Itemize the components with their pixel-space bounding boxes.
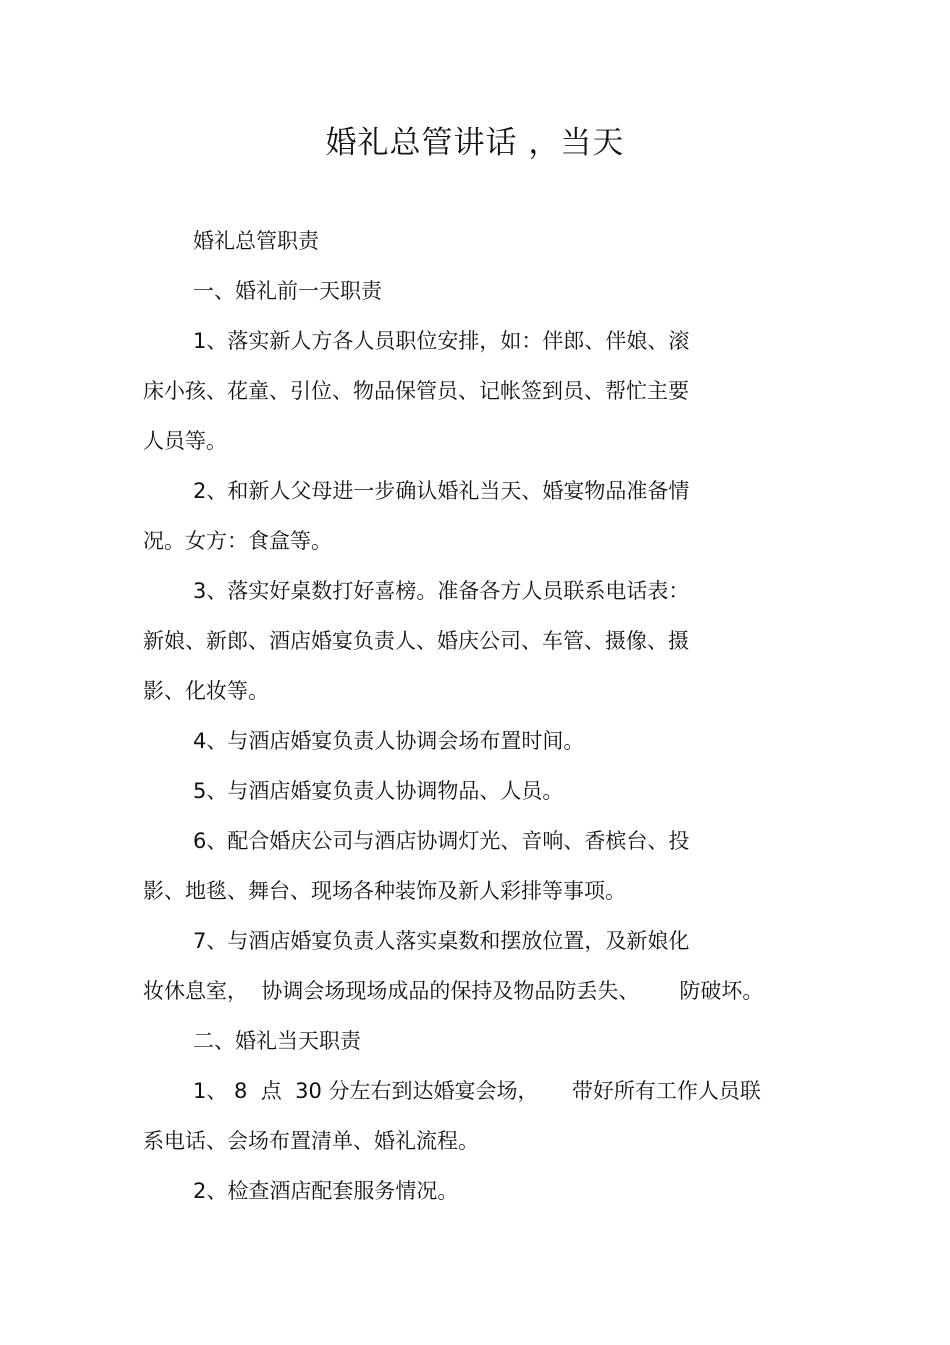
paragraph-line: 系电话、会场布置清单、婚礼流程。 — [143, 1129, 479, 1153]
paragraph-line: 况。女方：食盒等。 — [143, 529, 332, 553]
paragraph-line: 1、 8 点 30 分左右到达婚宴会场， 带好所有工作人员联 — [193, 1079, 761, 1103]
paragraph-line: 婚礼总管职责 — [193, 229, 319, 253]
paragraph-line: 5、与酒店婚宴负责人协调物品、人员。 — [193, 779, 564, 803]
paragraph-line: 新娘、新郎、酒店婚宴负责人、婚庆公司、车管、摄像、摄 — [143, 629, 689, 653]
section-heading: 二、婚礼当天职责 — [193, 1029, 361, 1053]
paragraph-line: 2、和新人父母进一步确认婚礼当天、婚宴物品准备情 — [193, 479, 690, 503]
document-body — [143, 216, 823, 1216]
paragraph-line: 2、检查酒店配套服务情况。 — [193, 1179, 459, 1203]
paragraph-line: 人员等。 — [143, 429, 227, 453]
paragraph-line: 6、配合婚庆公司与酒店协调灯光、音响、香槟台、投 — [193, 829, 690, 853]
paragraph-line: 床小孩、花童、引位、物品保管员、记帐签到员、帮忙主要 — [143, 379, 689, 403]
paragraph-line: 4、与酒店婚宴负责人协调会场布置时间。 — [193, 729, 585, 753]
paragraph-line: 影、化妆等。 — [143, 679, 269, 703]
paragraph-line: 7、与酒店婚宴负责人落实桌数和摆放位置，及新娘化 — [193, 929, 690, 953]
paragraph-line: 妆休息室， 协调会场现场成品的保持及物品防丢失、 防破坏。 — [143, 979, 764, 1003]
section-heading: 一、婚礼前一天职责 — [193, 279, 382, 303]
paragraph-line: 3、落实好桌数打好喜榜。准备各方人员联系电话表： — [193, 579, 690, 603]
paragraph-line: 1、落实新人方各人员职位安排，如：伴郎、伴娘、滚 — [193, 329, 690, 353]
paragraph-line: 影、地毯、舞台、现场各种装饰及新人彩排等事项。 — [143, 879, 626, 903]
document-title: 婚礼总管讲话 ，当天 — [325, 125, 625, 161]
